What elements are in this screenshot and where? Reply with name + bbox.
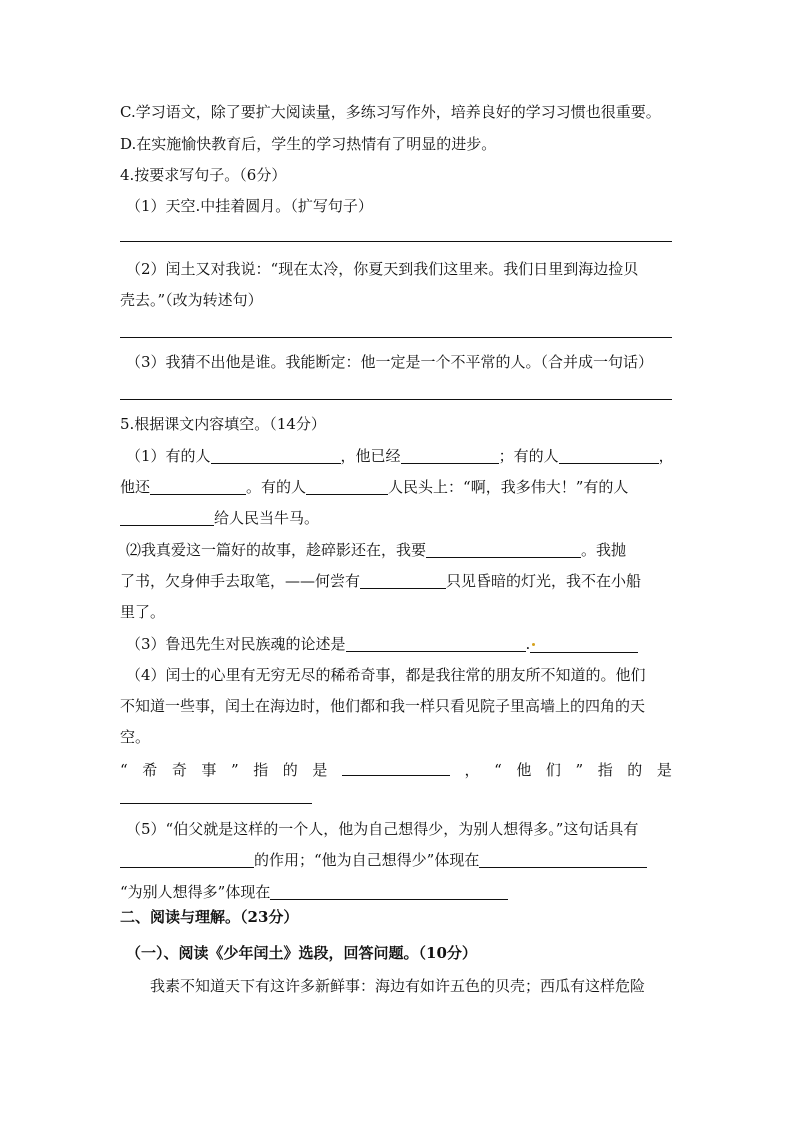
q5-p4-line-1: （4）闰士的心里有无穷无尽的稀希奇事，都是我往常的朋友所不知道的。他们 xyxy=(126,666,646,684)
blank[interactable] xyxy=(346,635,526,652)
q5-p5-line-2: 的作用；“他为自己想得少”体现在 xyxy=(120,849,672,871)
blank[interactable] xyxy=(211,447,341,464)
q5-p1-line-1: （1）有的人 ，他已经 ；有的人 ， xyxy=(126,447,674,465)
q4-sentence-2-line-2: 壳去。”（改为转述句） xyxy=(120,291,263,309)
q4-answer-line-2[interactable] xyxy=(120,337,672,338)
blank[interactable] xyxy=(426,541,581,558)
section-2-subtitle: （一）、阅读《少年闰土》选段，回答问题。（10分） xyxy=(126,944,477,962)
blank[interactable] xyxy=(150,478,246,495)
q5-p3: （3）鲁迅先生对民族魂的论述是 . xyxy=(126,633,678,655)
q5-p5-line-1: （5）“伯父就是这样的一个人，他为自己想得少，为别人想得多。”这句话具有 xyxy=(126,820,639,838)
q5-p1-line-2: 他还 。有的人 人民头上：“啊，我多伟大！”有的人 xyxy=(120,478,629,496)
blank[interactable] xyxy=(360,572,446,589)
blank[interactable] xyxy=(120,509,214,526)
q5-p2-line-1: ⑵我真爱这一篇好的故事，趁碎影还在，我要 。我抛 xyxy=(126,541,627,559)
option-d: D.在实施愉快教育后，学生的学习热情有了明显的进步。 xyxy=(120,135,497,153)
blank[interactable] xyxy=(479,851,647,868)
reading-paragraph-1: 我素不知道天下有这许多新鲜事：海边有如许五色的贝壳；西瓜有这样危险 xyxy=(150,977,646,995)
q5-title: 5.根据课文内容填空。（14分） xyxy=(120,415,326,433)
q5-p4-line-2: 不知道一些事，闰土在海边时，他们都和我一样只看见院子里高墙上的四角的天 xyxy=(120,697,646,715)
q4-title: 4.按要求写句子。（6分） xyxy=(120,166,287,184)
q4-answer-line-3[interactable] xyxy=(120,399,672,400)
q4-answer-line-1[interactable] xyxy=(120,241,672,242)
q5-p5-line-3: “为别人想得多”体现在 xyxy=(120,881,672,903)
blank[interactable] xyxy=(342,759,450,776)
q4-sentence-1: （1）天空.中挂着圆月。（扩写句子） xyxy=(126,197,373,215)
q5-p1-line-3: 给人民当牛马。 xyxy=(120,507,672,529)
q4-sentence-3: （3）我猜不出他是谁。我能断定：他一定是一个不平常的人。（合并成一句话） xyxy=(126,353,654,371)
mark-dot-icon xyxy=(532,643,535,646)
blank[interactable] xyxy=(559,447,659,464)
blank[interactable] xyxy=(530,636,638,653)
blank[interactable] xyxy=(401,447,499,464)
blank[interactable] xyxy=(270,883,508,900)
q5-p4-question: “ 希 奇 事 ” 指 的 是 ， “ 他 们 ” 指 的 是 xyxy=(120,761,672,779)
q5-p4-answer-line[interactable] xyxy=(120,803,312,804)
blank[interactable] xyxy=(120,851,254,868)
option-c: C.学习语文，除了要扩大阅读量，多练习写作外，培养良好的学习习惯也很重要。 xyxy=(120,103,661,121)
q4-sentence-2-line-1: （2）闰土又对我说：“现在太冷，你夏天到我们这里来。我们日里到海边捡贝 xyxy=(126,260,639,278)
q5-p4-line-3: 空。 xyxy=(120,728,151,746)
q5-p2-line-3: 里了。 xyxy=(120,603,166,621)
q5-p2-line-2: 了书，欠身伸手去取笔，——何尝有 只见昏暗的灯光，我不在小船 xyxy=(120,572,642,590)
blank[interactable] xyxy=(306,478,388,495)
section-2-title: 二、阅读与理解。（23分） xyxy=(120,908,299,926)
